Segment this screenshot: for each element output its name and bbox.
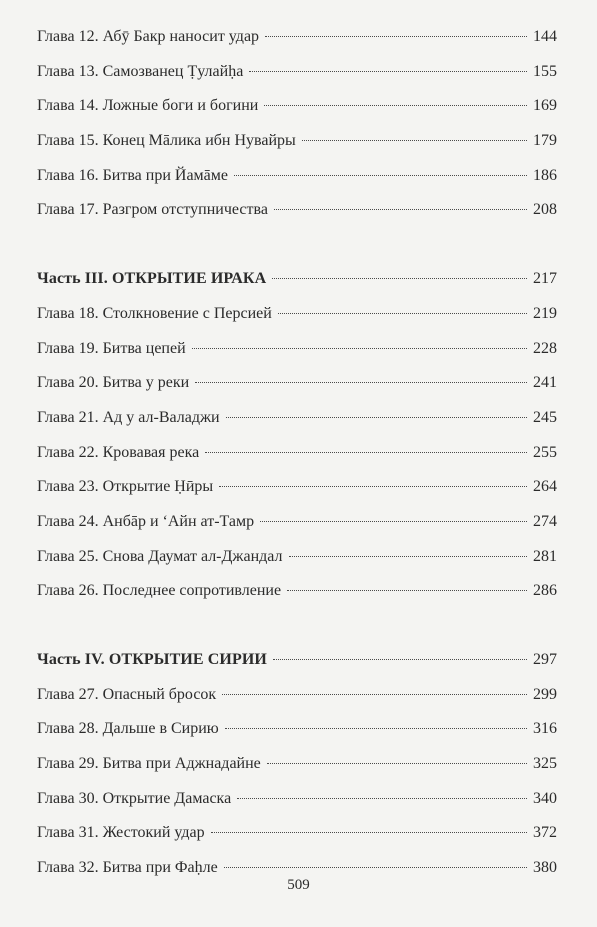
dot-leader xyxy=(273,659,527,660)
section-spacer xyxy=(37,609,557,643)
toc-entry-chapter-25 xyxy=(37,540,557,575)
toc-entry-label: Глава 30. Открытие Дамаска xyxy=(37,789,232,807)
toc-entry-chapter-15 xyxy=(37,124,557,159)
toc-entry-page: 372 xyxy=(533,824,557,842)
toc-entry-chapter-27 xyxy=(37,678,557,713)
toc-entry-chapter-12 xyxy=(37,20,557,55)
toc-entry-label: Глава 27. Опасный бросок xyxy=(37,685,217,703)
dot-leader xyxy=(222,694,527,695)
toc-entry-chapter-22 xyxy=(37,436,557,471)
toc-entry-label: Глава 13. Самозванец Ṭулайḥа xyxy=(37,62,244,80)
toc-entry-chapter-16 xyxy=(37,159,557,194)
toc-entry-page: 340 xyxy=(533,789,557,807)
toc-entry-chapter-18 xyxy=(37,297,557,332)
toc-entry-label: Глава 26. Последнее сопротивление xyxy=(37,582,282,600)
toc-entry-chapter-29 xyxy=(37,747,557,782)
dot-leader xyxy=(237,798,527,799)
toc-entry-label: Глава 17. Разгром отступничества xyxy=(37,201,268,219)
toc-entry-page: 186 xyxy=(533,166,557,184)
toc-entry-page: 241 xyxy=(533,374,557,392)
toc-entry-chapter-24 xyxy=(37,505,557,540)
toc-entry-chapter-30 xyxy=(37,782,557,817)
section-spacer xyxy=(37,228,557,262)
toc-entry-chapter-17 xyxy=(37,193,557,228)
toc-entry-page: 219 xyxy=(533,304,557,322)
dot-leader xyxy=(265,36,527,37)
toc-part-label: Часть III. ОТКРЫТИЕ ИРАКА xyxy=(37,270,267,288)
toc-entry-chapter-26 xyxy=(37,574,557,609)
toc-entry-page: 169 xyxy=(533,97,557,115)
toc-entry-page: 208 xyxy=(533,201,557,219)
toc-part-page: 217 xyxy=(533,270,557,288)
toc-entry-page: 264 xyxy=(533,478,557,496)
dot-leader xyxy=(225,728,527,729)
toc-entry-label: Глава 18. Столкновение с Персией xyxy=(37,304,272,322)
toc-entry-label: Глава 29. Битва при Аджнадайне xyxy=(37,755,261,773)
toc-entry-label: Глава 28. Дальше в Сирию xyxy=(37,720,219,738)
toc-entry-chapter-13 xyxy=(37,55,557,90)
dot-leader xyxy=(234,175,527,176)
dot-leader xyxy=(224,867,527,868)
toc-entry-label: Глава 19. Битва цепей xyxy=(37,339,186,357)
toc-entry-page: 179 xyxy=(533,132,557,150)
toc-entry-label: Глава 23. Открытие Ḥӣры xyxy=(37,478,214,496)
toc-entry-label: Глава 20. Битва у реки xyxy=(37,374,190,392)
toc-entry-page: 286 xyxy=(533,582,557,600)
dot-leader xyxy=(192,348,527,349)
dot-leader xyxy=(195,382,527,383)
toc-entry-page: 245 xyxy=(533,408,557,426)
toc-entry-page: 144 xyxy=(533,28,557,45)
dot-leader xyxy=(260,521,527,522)
dot-leader xyxy=(267,763,527,764)
dot-leader xyxy=(274,209,527,210)
dot-leader xyxy=(287,590,527,591)
dot-leader xyxy=(278,313,527,314)
toc-part-4-heading xyxy=(37,643,557,678)
dot-leader xyxy=(264,105,527,106)
table-of-contents xyxy=(37,20,557,886)
toc-entry-chapter-14 xyxy=(37,89,557,124)
toc-entry-label: Глава 21. Ад у ал-Валаджи xyxy=(37,408,220,426)
toc-entry-chapter-28 xyxy=(37,712,557,747)
toc-part-3-heading xyxy=(37,262,557,297)
toc-entry-page: 274 xyxy=(533,512,557,530)
dot-leader xyxy=(249,71,527,72)
toc-entry-label: Глава 16. Битва при Йамāме xyxy=(37,166,228,184)
toc-entry-chapter-31 xyxy=(37,816,557,851)
dot-leader xyxy=(211,832,527,833)
toc-entry-chapter-19 xyxy=(37,332,557,367)
toc-entry-chapter-21 xyxy=(37,401,557,436)
toc-part-page: 297 xyxy=(533,651,557,668)
toc-entry-chapter-23 xyxy=(37,470,557,505)
page-number: 509 xyxy=(287,877,310,893)
toc-entry-chapter-20 xyxy=(37,366,557,401)
toc-entry-page: 255 xyxy=(533,443,557,461)
toc-entry-page: 325 xyxy=(533,755,557,773)
toc-entry-label: Глава 14. Ложные боги и богини xyxy=(37,97,259,115)
toc-entry-page: 316 xyxy=(533,720,557,738)
dot-leader xyxy=(289,556,528,557)
dot-leader xyxy=(219,486,527,487)
toc-entry-label: Глава 12. Абӯ Бакр наносит удар xyxy=(37,28,260,45)
dot-leader xyxy=(302,140,527,141)
toc-entry-label: Глава 31. Жестокий удар xyxy=(37,824,205,842)
toc-entry-label: Глава 24. Анбāр и ʻАйн ат-Тамр xyxy=(37,512,255,530)
toc-entry-page: 228 xyxy=(533,339,557,357)
dot-leader xyxy=(205,452,527,453)
toc-entry-label: Глава 32. Битва при Фаḥле xyxy=(37,859,218,877)
toc-entry-page: 380 xyxy=(533,859,557,877)
dot-leader xyxy=(272,278,527,279)
dot-leader xyxy=(226,417,527,418)
toc-part-label: Часть IV. ОТКРЫТИЕ СИРИИ xyxy=(37,651,267,668)
toc-entry-page: 281 xyxy=(533,547,557,565)
toc-entry-label: Глава 25. Снова Даумат ал-Джандал xyxy=(37,547,283,565)
toc-entry-page: 155 xyxy=(533,62,557,80)
toc-entry-label: Глава 22. Кровавая река xyxy=(37,443,200,461)
toc-entry-label: Глава 15. Конец Мāлика ибн Нувайры xyxy=(37,132,296,150)
toc-entry-page: 299 xyxy=(533,685,557,703)
